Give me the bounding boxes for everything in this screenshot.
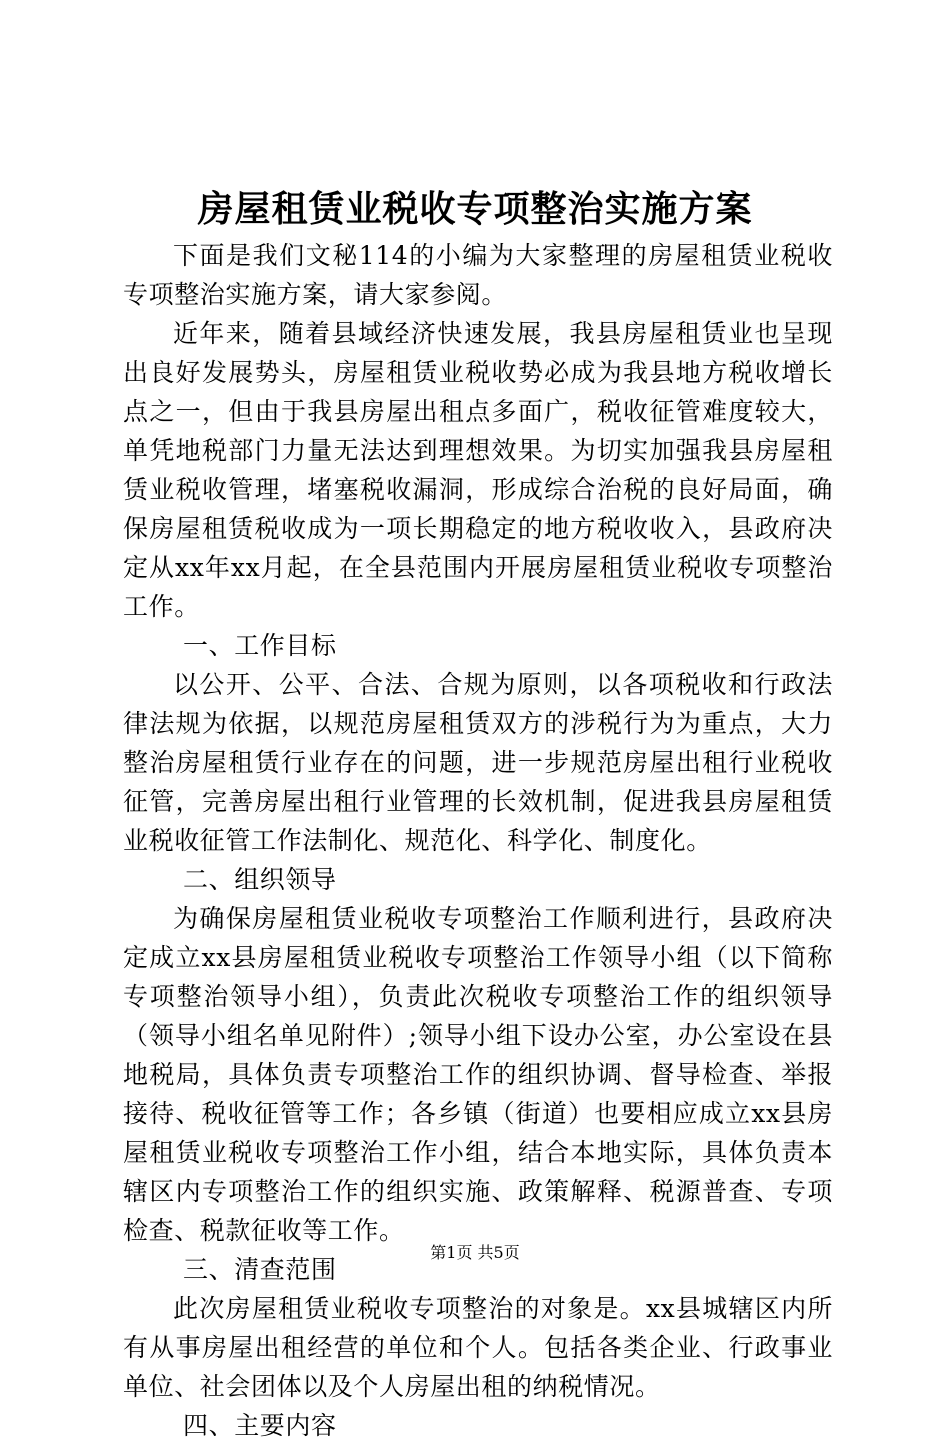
section-heading-organization: 二、组织领导: [183, 865, 337, 894]
page-number-footer: 第1页 共5页: [430, 1243, 520, 1262]
intro-paragraph: 下面是我们文秘114的小编为大家整理的房屋租赁业税收专项整治实施方案，请大家参阅。: [123, 241, 833, 309]
section-heading-goals: 一、工作目标: [183, 631, 337, 660]
organization-paragraph: 为确保房屋租赁业税收专项整治工作顺利进行，县政府决定成立xx县房屋租赁业税收专项整治工作领导小组（以下简称专项整治领导小组），负责此次税收专项整治工作的组织领导（领导小组名单见附件）;领导小组下设办公室，办公室设在县地税局，具体负责专项整治工作的组织协调、督导检查、举报接待、税收征管等工作；各乡镇（街道）也要相应成立xx县房屋租赁业税收专项整治工作小组，结合本地实际，具体负责本辖区内专项整治工作的组织实施、政策解释、税源普查、专项检查、税款征收等工作。: [123, 904, 833, 1245]
section-heading-scope: 三、清查范围: [183, 1255, 337, 1284]
scope-paragraph: 此次房屋租赁业税收专项整治的对象是。xx县城辖区内所有从事房屋出租经营的单位和个人。包括各类企业、行政事业单位、社会团体以及个人房屋出租的纳税情况。: [123, 1294, 833, 1401]
background-paragraph: 近年来，随着县域经济快速发展，我县房屋租赁业也呈现出良好发展势头，房屋租赁业税收势必成为我县地方税收增长点之一，但由于我县房屋出租点多面广，税收征管难度较大，单凭地税部门力量无法达到理想效果。为切实加强我县房屋租赁业税收管理，堵塞税收漏洞，形成综合治税的良好局面，确保房屋租赁税收成为一项长期稳定的地方税收收入，县政府决定从xx年xx月起，在全县范围内开展房屋租赁业税收专项整治工作。: [123, 319, 833, 621]
document-title: 房屋租赁业税收专项整治实施方案: [197, 188, 753, 230]
section-heading-content: 四、主要内容: [183, 1411, 337, 1440]
goals-paragraph: 以公开、公平、合法、合规为原则，以各项税收和行政法律法规为依据，以规范房屋租赁双方的涉税行为为重点，大力整治房屋租赁行业存在的问题，进一步规范房屋出租行业税收征管，完善房屋出租行业管理的长效机制，促进我县房屋租赁业税收征管工作法制化、规范化、科学化、制度化。: [123, 670, 833, 855]
